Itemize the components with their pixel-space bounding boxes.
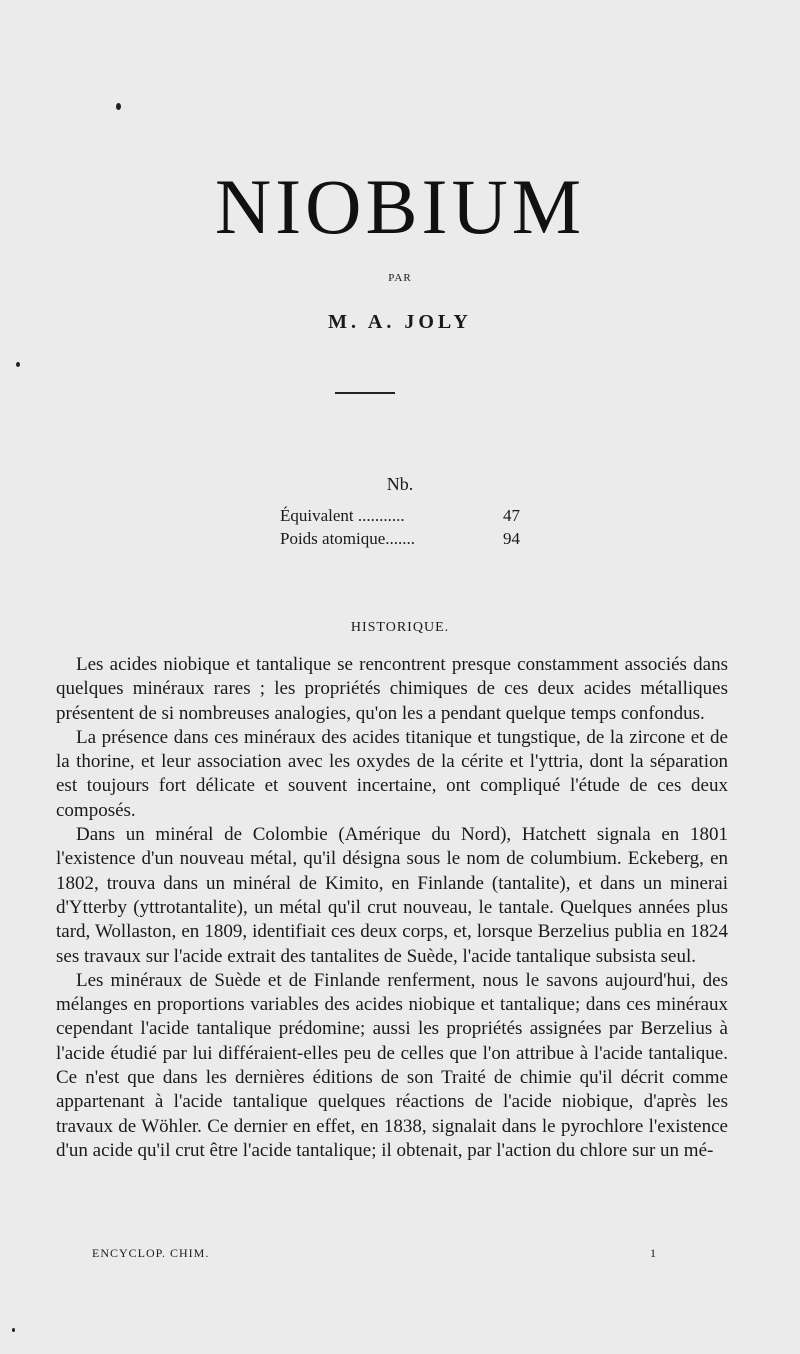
divider	[335, 392, 395, 394]
element-symbol: Nb.	[386, 474, 414, 494]
property-equivalent	[0, 506, 800, 526]
page-title: NIOBIUM	[214, 163, 586, 250]
by-label: PAR	[388, 272, 412, 284]
property-value: 47	[503, 506, 520, 525]
paragraph: Les acides niobique et tantalique se rencontrent presque constamment associés dans quelques minéraux rares ; les propriétés chimiques de ces deux acides métalliques présentent de si nombreuses analogies, qu'on les a pendant quelque temps confondus.	[56, 654, 728, 724]
page-footer	[92, 1246, 657, 1261]
paragraph: Les minéraux de Suède et de Finlande renferment, nous le savons aujourd'hui, des mélanges en proportions variables des acides niobique et tantalique; dans ces minéraux cependant l'acide tantalique prédomine; aussi les propriétés assignées par Berzelius à l'acide étudié par lui différaient-elles peu de celles que l'on attribue à l'acide tantalique. Ce n'est que dans les dernières éditions de son Traité de chimie qu'il décrit comme appartenant à l'acide tantalique quelques réactions de l'acide niobique, d'après les travaux de Wöhler. Ce dernier en effet, en 1838, signalait dans le pyrochlore l'existence d'un acide qu'il crut être l'acide tantalique; il obtenait, par l'action du chlore sur un mé-	[56, 969, 728, 1161]
property-atomic-weight	[0, 529, 800, 549]
body-text	[56, 653, 728, 1163]
property-label: Équivalent ...........	[280, 506, 405, 525]
section-heading: HISTORIQUE.	[350, 620, 450, 635]
footer-source: ENCYCLOP. CHIM.	[92, 1246, 210, 1260]
paragraph: Dans un minéral de Colombie (Amérique du Nord), Hatchett signala en 1801 l'existence d'un nouveau métal, qu'il désigna sous le nom de columbium. Eckeberg, en 1802, trouva dans un minéral de Kimito, en Finlande (tantalite), et dans un minerai d'Ytterby (yttrotantalite), un métal qu'il crut nouveau, le tantale. Quelques années plus tard, Wollaston, en 1809, identifiait ces deux corps, et, lorsque Berzelius publia en 1824 ses travaux sur l'acide extrait des tantalites de Suède, l'acide tantalique subsista seul.	[56, 824, 728, 967]
property-label: Poids atomique.......	[280, 529, 416, 548]
property-value: 94	[503, 529, 520, 548]
ink-speck	[116, 103, 121, 110]
paragraph: La présence dans ces minéraux des acides titanique et tungstique, de la zircone et de la thorine, et leur association avec les oxydes de la cérite et l'yttria, dont la séparation est toujours fort délicate et souvent incertaine, ont compliqué l'étude de ces deux composés.	[56, 726, 728, 821]
ink-speck	[16, 362, 20, 367]
author-name: M. A. JOLY	[328, 311, 472, 333]
ink-speck	[12, 1328, 15, 1332]
page-number: 1	[650, 1246, 657, 1260]
